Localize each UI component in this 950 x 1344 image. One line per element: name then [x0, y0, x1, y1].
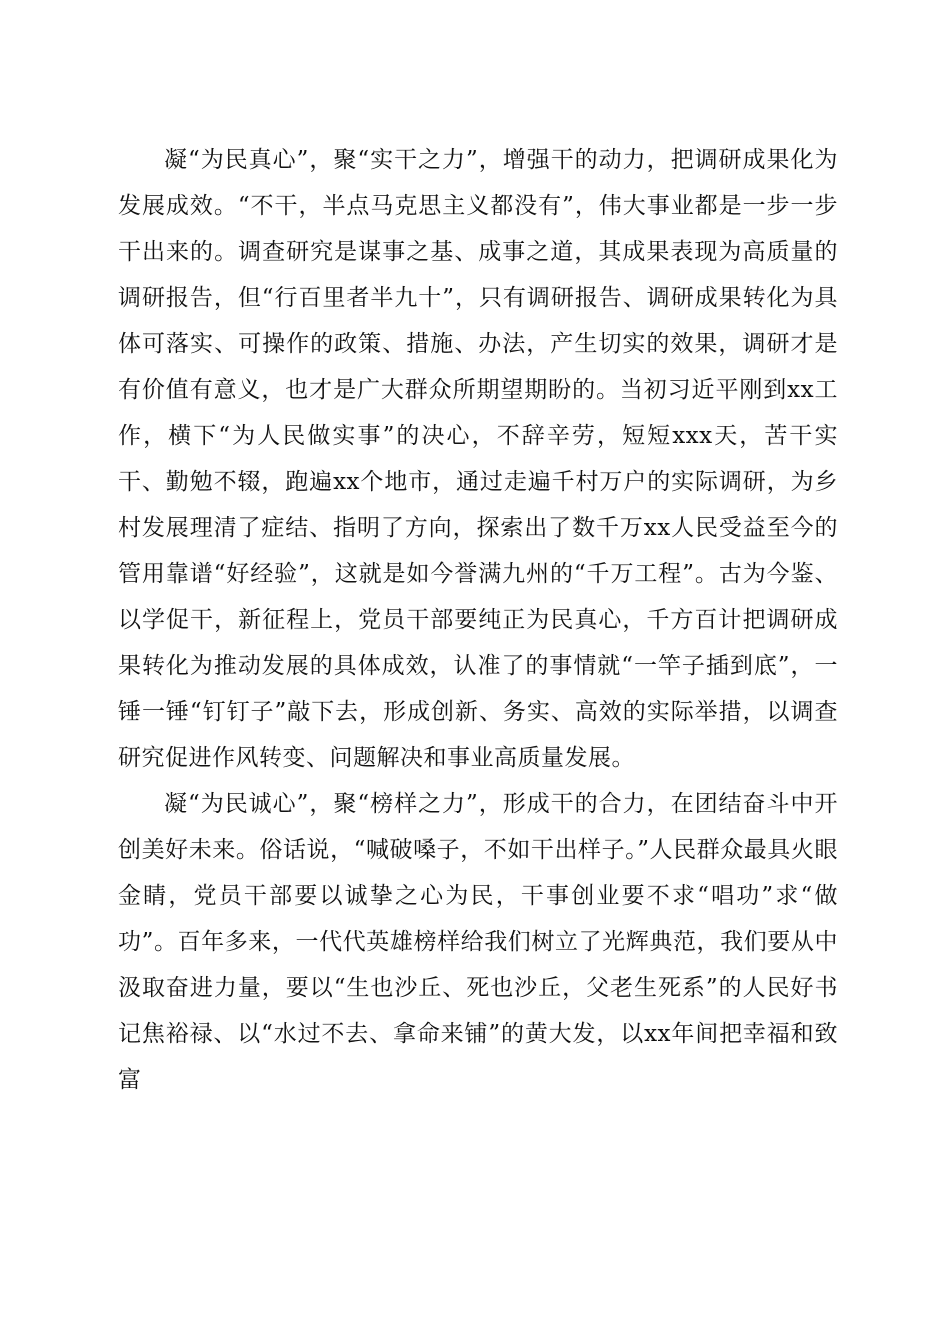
paragraph-1: 凝“为民真心”，聚“实干之力”，增强干的动力，把调研成果化为发展成效。“不干，半点马克思主义都没有”，伟大事业都是一步一步干出来的。调查研究是谋事之基、成事之道，其成果表现为高质量的调研报告，但“行百里者半九十”，只有调研报告、调研成果转化为具体可落实、可操作的政策、措施、办法，产生切实的效果，调研才是有价值有意义，也才是广大群众所期望期盼的。当初习近平刚到xx工作，横下“为人民做实事”的决心，不辞辛劳，短短xxx天，苦干实干、勤勉不辍，跑遍xx个地市，通过走遍千村万户的实际调研，为乡村发展理清了症结、指明了方向，探索出了数千万xx人民受益至今的管用靠谱“好经验”，这就是如今誉满九州的“千万工程”。古为今鉴、以学促干，新征程上，党员干部要纯正为民真心，千方百计把调研成果转化为推动发展的具体成效，认准了的事情就“一竿子插到底”，一锤一锤“钉钉子”敲下去，形成创新、务实、高效的实际举措，以调查研究促进作风转变、问题解决和事业高质量发展。: [118, 147, 838, 771]
paragraph-2: 凝“为民诚心”，聚“榜样之力”，形成干的合力，在团结奋斗中开创美好未来。俗话说，“喊破嗓子，不如干出样子。”人民群众最具火眼金睛，党员干部要以诚挚之心为民，干事创业要不求“唱功”求“做功”。百年多来，一代代英雄榜样给我们树立了光辉典范，我们要从中汲取奋进力量，要以“生也沙丘、死也沙丘，父老生死系”的人民好书记焦裕禄、以“水过不去、拿命来铺”的黄大发，以xx年间把幸福和致富: [118, 791, 838, 1093]
document-body: [118, 137, 838, 1103]
